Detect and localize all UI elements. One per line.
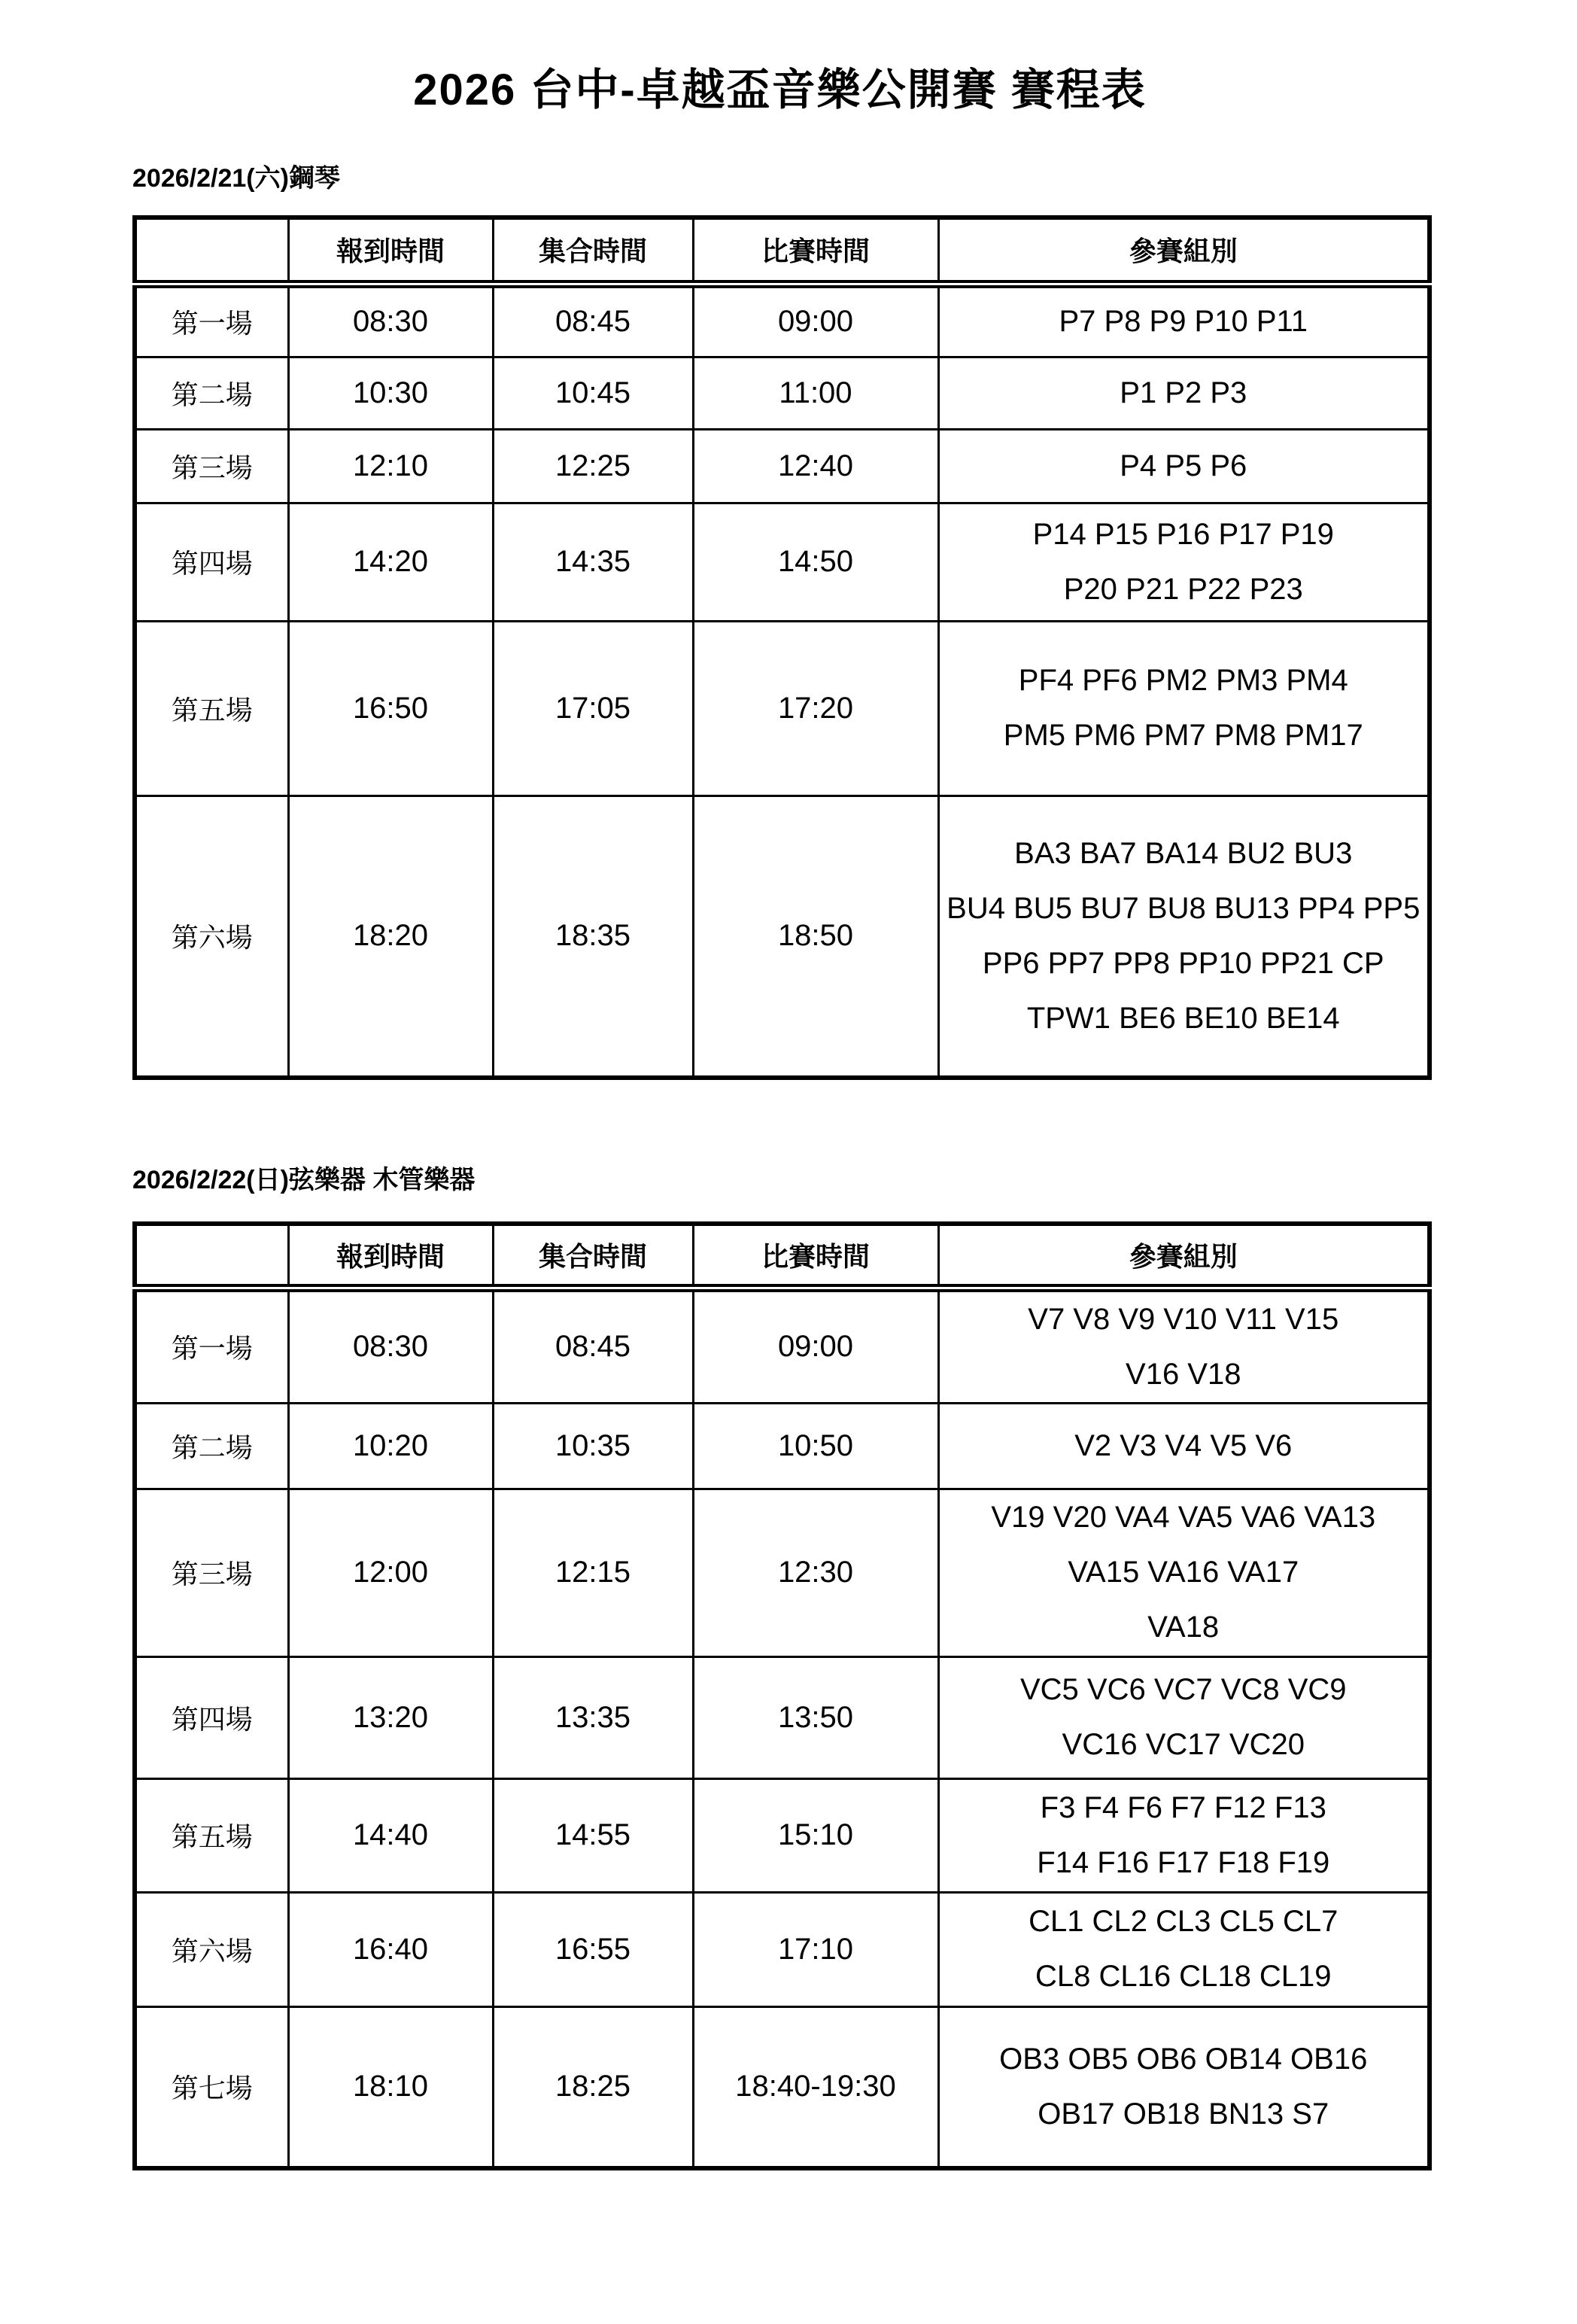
compete-time-cell: 17:20 (693, 621, 938, 795)
section-heading-piano: 2026/2/21(六)鋼琴 (132, 164, 340, 193)
compete-time-cell: 09:00 (693, 284, 938, 357)
groups-cell (938, 1489, 1430, 1656)
groups-cell (938, 503, 1430, 621)
compete-time-cell: 10:50 (693, 1403, 938, 1489)
group-line: CL1 CL2 CL3 CL5 CL7 (1029, 1905, 1338, 1938)
group-line: PM5 PM6 PM7 PM8 PM17 (1003, 719, 1363, 752)
column-header-checkin: 報到時間 (288, 217, 493, 284)
compete-time-cell: 12:40 (693, 429, 938, 503)
groups-cell (938, 1656, 1430, 1778)
groups-cell (938, 1288, 1430, 1403)
session-cell: 第六場 (135, 795, 288, 1078)
table-row (135, 1489, 1430, 1656)
group-line: F14 F16 F17 F18 F19 (1037, 1845, 1330, 1879)
table-row (135, 1403, 1430, 1489)
table-row (135, 795, 1430, 1078)
column-header-compete: 比賽時間 (693, 1224, 938, 1288)
table-row (135, 429, 1430, 503)
assembly-time-cell: 08:45 (493, 284, 693, 357)
table-row (135, 357, 1430, 429)
group-line: VA15 VA16 VA17 (1068, 1556, 1299, 1589)
group-line: P1 P2 P3 (1120, 376, 1247, 409)
group-line: P14 P15 P16 P17 P19 (1032, 517, 1334, 551)
group-line: VA18 (1147, 1611, 1220, 1644)
compete-time-cell: 11:00 (693, 357, 938, 429)
group-line: OB17 OB18 BN13 S7 (1038, 2097, 1329, 2131)
checkin-time-cell: 08:30 (288, 284, 493, 357)
compete-time-cell: 15:10 (693, 1778, 938, 1892)
table-row (135, 1778, 1430, 1892)
checkin-time-cell: 18:20 (288, 795, 493, 1078)
compete-time-cell: 13:50 (693, 1656, 938, 1778)
compete-time-cell: 18:50 (693, 795, 938, 1078)
group-line: PP6 PP7 PP8 PP10 PP21 CP (982, 946, 1384, 980)
column-header-groups: 參賽組別 (938, 217, 1430, 284)
document-page (132, 63, 1427, 2170)
assembly-time-cell: 14:55 (493, 1778, 693, 1892)
assembly-time-cell: 17:05 (493, 621, 693, 795)
compete-time-cell: 14:50 (693, 503, 938, 621)
checkin-time-cell: 14:40 (288, 1778, 493, 1892)
column-header-checkin: 報到時間 (288, 1224, 493, 1288)
column-header-assembly: 集合時間 (493, 1224, 693, 1288)
corner-cell (135, 1224, 288, 1288)
checkin-time-cell: 18:10 (288, 2006, 493, 2168)
group-line: P4 P5 P6 (1120, 449, 1247, 482)
groups-cell (938, 429, 1430, 503)
group-line: PF4 PF6 PM2 PM3 PM4 (1018, 664, 1348, 697)
compete-time-cell: 09:00 (693, 1288, 938, 1403)
assembly-time-cell: 10:35 (493, 1403, 693, 1489)
assembly-time-cell: 08:45 (493, 1288, 693, 1403)
table-header-row (135, 217, 1430, 284)
groups-cell (938, 1403, 1430, 1489)
section-heading-strings: 2026/2/22(日)弦樂器 木管樂器 (132, 1166, 476, 1194)
schedule-table-piano (132, 215, 1432, 1080)
assembly-time-cell: 14:35 (493, 503, 693, 621)
assembly-time-cell: 10:45 (493, 357, 693, 429)
compete-time-cell: 12:30 (693, 1489, 938, 1656)
assembly-time-cell: 18:35 (493, 795, 693, 1078)
session-cell: 第三場 (135, 1489, 288, 1656)
compete-time-cell: 18:40-19:30 (693, 2006, 938, 2168)
checkin-time-cell: 08:30 (288, 1288, 493, 1403)
groups-cell (938, 1778, 1430, 1892)
column-header-assembly: 集合時間 (493, 217, 693, 284)
group-line: OB3 OB5 OB6 OB14 OB16 (999, 2042, 1368, 2076)
table-header-row (135, 1224, 1430, 1288)
session-cell: 第三場 (135, 429, 288, 503)
group-line: F3 F4 F6 F7 F12 F13 (1040, 1790, 1326, 1824)
groups-cell (938, 357, 1430, 429)
checkin-time-cell: 14:20 (288, 503, 493, 621)
table-row (135, 1892, 1430, 2006)
column-header-compete: 比賽時間 (693, 217, 938, 284)
session-cell: 第一場 (135, 284, 288, 357)
checkin-time-cell: 10:20 (288, 1403, 493, 1489)
schedule-table-strings-woodwind (132, 1221, 1432, 2170)
assembly-time-cell: 16:55 (493, 1892, 693, 2006)
group-line: CL8 CL16 CL18 CL19 (1035, 1960, 1332, 1993)
group-line: BU4 BU5 BU7 BU8 BU13 PP4 PP5 (947, 891, 1421, 925)
table-row (135, 1656, 1430, 1778)
groups-cell (938, 2006, 1430, 2168)
assembly-time-cell: 13:35 (493, 1656, 693, 1778)
table-row (135, 503, 1430, 621)
group-line: VC16 VC17 VC20 (1062, 1728, 1305, 1761)
group-line: VC5 VC6 VC7 VC8 VC9 (1019, 1673, 1347, 1706)
session-cell: 第二場 (135, 357, 288, 429)
page-title: 2026 台中-卓越盃音樂公開賽 賽程表 (413, 65, 1147, 114)
group-line: P20 P21 P22 P23 (1063, 572, 1303, 606)
group-line: TPW1 BE6 BE10 BE14 (1026, 1001, 1340, 1035)
session-cell: 第七場 (135, 2006, 288, 2168)
checkin-time-cell: 10:30 (288, 357, 493, 429)
table-row (135, 284, 1430, 357)
table-row (135, 1288, 1430, 1403)
groups-cell (938, 1892, 1430, 2006)
checkin-time-cell: 12:00 (288, 1489, 493, 1656)
corner-cell (135, 217, 288, 284)
group-line: V7 V8 V9 V10 V11 V15 (1028, 1302, 1339, 1336)
column-header-groups: 參賽組別 (938, 1224, 1430, 1288)
session-cell: 第一場 (135, 1288, 288, 1403)
session-cell: 第四場 (135, 1656, 288, 1778)
table-row (135, 621, 1430, 795)
session-cell: 第二場 (135, 1403, 288, 1489)
session-cell: 第四場 (135, 503, 288, 621)
group-line: BA3 BA7 BA14 BU2 BU3 (1014, 836, 1353, 870)
checkin-time-cell: 16:50 (288, 621, 493, 795)
session-cell: 第六場 (135, 1892, 288, 2006)
assembly-time-cell: 12:15 (493, 1489, 693, 1656)
assembly-time-cell: 18:25 (493, 2006, 693, 2168)
session-cell: 第五場 (135, 1778, 288, 1892)
group-line: V2 V3 V4 V5 V6 (1074, 1428, 1293, 1462)
group-line: V16 V18 (1126, 1357, 1241, 1391)
session-cell: 第五場 (135, 621, 288, 795)
groups-cell (938, 795, 1430, 1078)
checkin-time-cell: 13:20 (288, 1656, 493, 1778)
compete-time-cell: 17:10 (693, 1892, 938, 2006)
groups-cell (938, 284, 1430, 357)
checkin-time-cell: 16:40 (288, 1892, 493, 2006)
groups-cell (938, 621, 1430, 795)
assembly-time-cell: 12:25 (493, 429, 693, 503)
checkin-time-cell: 12:10 (288, 429, 493, 503)
group-line: P7 P8 P9 P10 P11 (1059, 305, 1308, 338)
group-line: V19 V20 VA4 VA5 VA6 VA13 (991, 1501, 1376, 1534)
table-row (135, 2006, 1430, 2168)
